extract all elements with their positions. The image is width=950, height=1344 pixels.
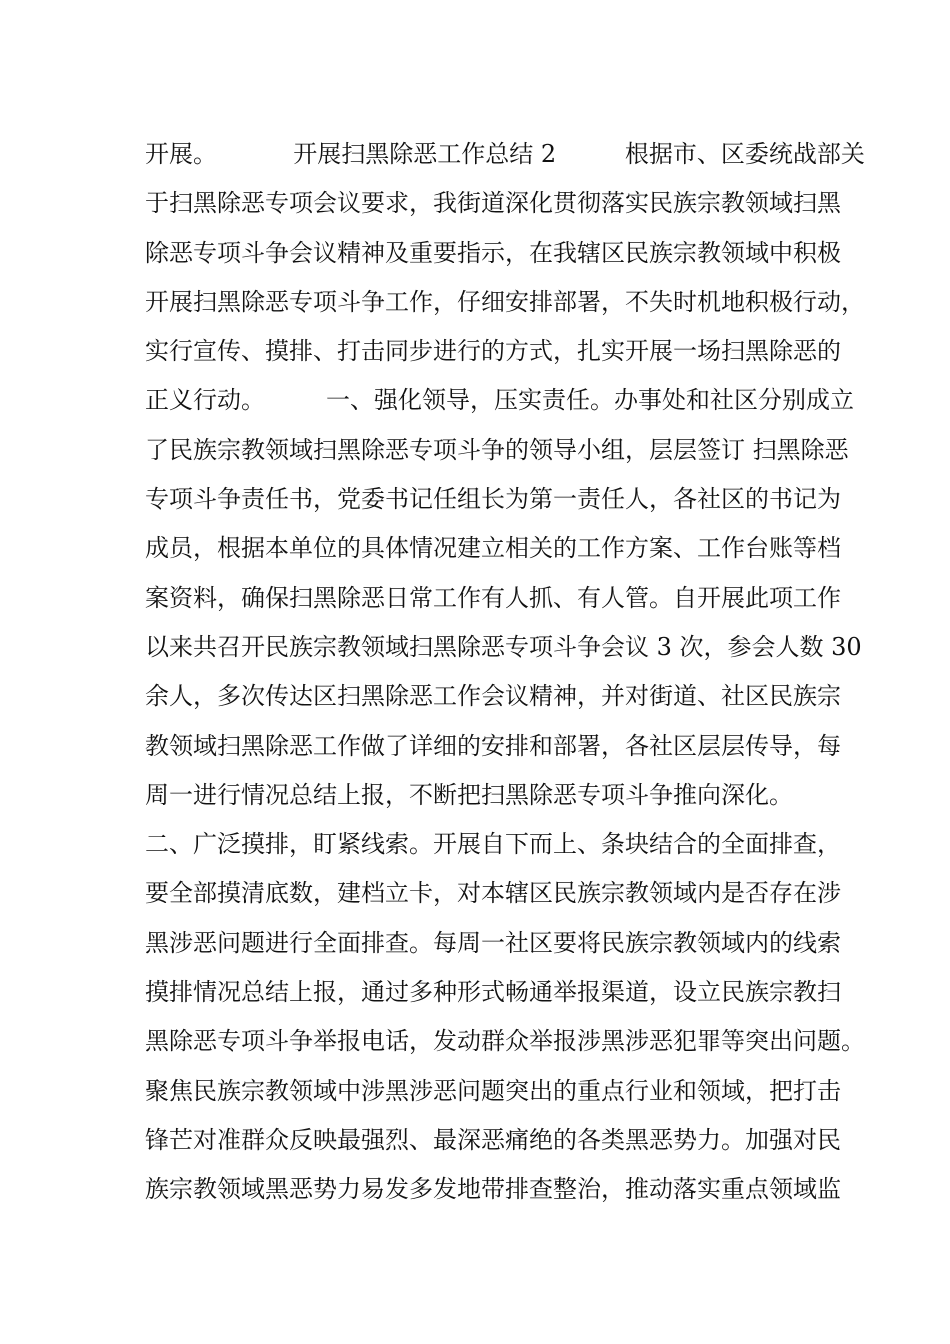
text-line: 成员，根据本单位的具体情况建立相关的工作方案、工作台账等档	[145, 534, 841, 563]
text-line: 开展扫黑除恶专项斗争工作，仔细安排部署，不失时机地积极行动，	[145, 287, 865, 316]
text-line: 黑涉恶问题进行全面排查。每周一社区要将民族宗教领域内的线索	[145, 928, 841, 957]
text-line: 教领域扫黑除恶工作做了详细的安排和部署，各社区层层传导，每	[145, 731, 841, 760]
text-line: 锋芒对准群众反映最强烈、最深恶痛绝的各类黑恶势力。加强对民	[145, 1125, 841, 1154]
text-line: 以来共召开民族宗教领域扫黑除恶专项斗争会议 3 次，参会人数 30	[145, 632, 862, 661]
text-line: 聚焦民族宗教领域中涉黑涉恶问题突出的重点行业和领域，把打击	[145, 1076, 841, 1105]
text-line: 二、广泛摸排，盯紧线索。开展自下而上、条块结合的全面排查，	[145, 830, 841, 859]
text-line: 除恶专项斗争会议精神及重要指示，在我辖区民族宗教领域中积极	[145, 238, 841, 267]
text-line: 周一进行情况总结上报，不断把扫黑除恶专项斗争推向深化。	[145, 780, 793, 809]
text-line: 了民族宗教领域扫黑除恶专项斗争的领导小组，层层签订 扫黑除恶	[145, 435, 849, 464]
text-line: 摸排情况总结上报，通过多种形式畅通举报渠道，设立民族宗教扫	[145, 978, 841, 1007]
text-line: 实行宣传、摸排、打击同步进行的方式，扎实开展一场扫黑除恶的	[145, 337, 841, 366]
text-line: 黑除恶专项斗争举报电话，发动群众举报涉黑涉恶犯罪等突出问题。	[145, 1027, 865, 1056]
body-text	[145, 130, 865, 1215]
text-line: 专项斗争责任书，党委书记任组长为第一责任人，各社区的书记为	[145, 485, 841, 514]
text-line: 要全部摸清底数，建档立卡，对本辖区民族宗教领域内是否存在涉	[145, 879, 841, 908]
text-line: 于扫黑除恶专项会议要求，我街道深化贯彻落实民族宗教领域扫黑	[145, 189, 841, 218]
text-line: 正义行动。 一、强化领导，压实责任。办事处和社区分别成立	[145, 386, 855, 415]
text-line: 余人，多次传达区扫黑除恶工作会议精神，并对街道、社区民族宗	[145, 682, 841, 711]
text-line: 族宗教领域黑恶势力易发多发地带排查整治，推动落实重点领域监	[145, 1175, 841, 1204]
text-line: 案资料，确保扫黑除恶日常工作有人抓、有人管。自开展此项工作	[145, 583, 841, 612]
text-line: 开展。 开展扫黑除恶工作总结 2 根据市、区委统战部关	[145, 140, 865, 168]
